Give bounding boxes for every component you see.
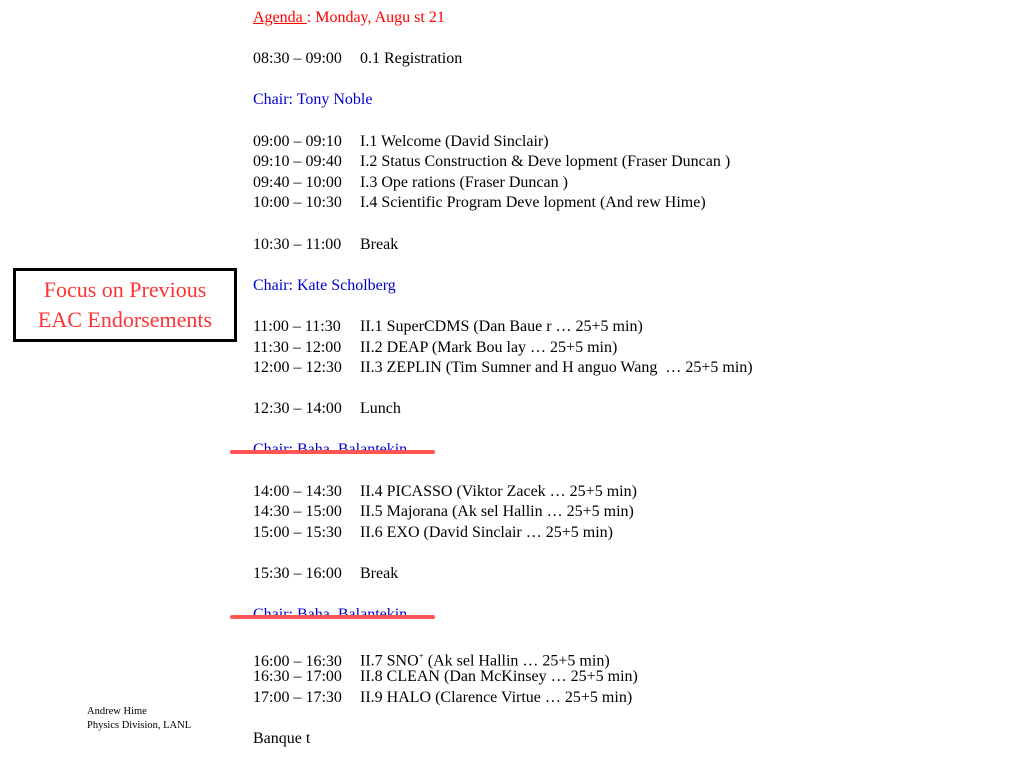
- agenda-item: [253, 193, 993, 214]
- chair-line-2: Chair: Kate Scholberg: [253, 276, 396, 294]
- item-title: I.1 Welcome (David Sinclair): [360, 132, 549, 150]
- item-time: 11:00 – 11:30: [253, 317, 341, 335]
- item-time: 10:30 – 11:00: [253, 235, 342, 253]
- banquet-line: Banque t: [253, 729, 311, 747]
- item-title: Break: [360, 235, 399, 253]
- agenda-item: [253, 667, 993, 688]
- item-title: I.3 Ope rations (Fraser Duncan ): [360, 173, 568, 191]
- item-title-pre: II.7 SNO: [360, 652, 419, 670]
- item-time: 16:00 – 16:30: [253, 652, 342, 670]
- agenda-item: [253, 646, 993, 670]
- item-title-sup: +: [418, 651, 424, 662]
- author-footer: [87, 705, 191, 733]
- item-title: Lunch: [360, 400, 401, 418]
- item-time: 12:00 – 12:30: [253, 359, 342, 377]
- strikethrough-mark: [230, 450, 435, 454]
- item-title: 0.1 Registration: [360, 50, 463, 68]
- item-title: II.1 SuperCDMS (Dan Baue r … 25+5 min): [360, 317, 643, 335]
- item-time: 08:30 – 09:00: [253, 50, 342, 68]
- item-title: Break: [360, 565, 399, 583]
- item-time: 15:00 – 15:30: [253, 523, 342, 541]
- item-title: I.4 Scientific Program Deve lopment (And rew Hime): [360, 194, 706, 212]
- agenda-item: [253, 132, 993, 153]
- agenda-item-lunch: [253, 399, 993, 420]
- item-title: II.2 DEAP (Mark Bou lay … 25+5 min): [360, 338, 618, 356]
- item-title: II.6 EXO (David Sinclair … 25+5 min): [360, 523, 613, 541]
- agenda-list: [253, 8, 993, 749]
- item-time: 09:40 – 10:00: [253, 173, 342, 191]
- item-time: 14:30 – 15:00: [253, 503, 342, 521]
- item-time: 14:00 – 14:30: [253, 482, 342, 500]
- author-affiliation: Physics Division, LANL: [87, 720, 192, 731]
- agenda-item: [253, 502, 993, 523]
- strikethrough-mark: [230, 615, 435, 619]
- item-time: 12:30 – 14:00: [253, 400, 342, 418]
- item-time: 16:30 – 17:00: [253, 668, 342, 685]
- agenda-item: [253, 49, 993, 70]
- agenda-item: [253, 317, 993, 338]
- chair-line-3: [253, 440, 993, 461]
- item-time: 09:00 – 09:10: [253, 132, 342, 150]
- agenda-heading: [253, 8, 993, 29]
- chair-line-4: [253, 605, 993, 626]
- focus-line-1: Focus on Previous: [43, 277, 207, 302]
- item-title-post: (Ak sel Hallin … 25+5 min): [423, 652, 610, 670]
- item-title: I.2 Status Construction & Deve lopment (Fraser Duncan ): [360, 153, 731, 171]
- agenda-item: [253, 152, 993, 173]
- agenda-item: [253, 482, 993, 503]
- agenda-item: [253, 173, 993, 194]
- item-title: II.4 PICASSO (Viktor Zacek … 25+5 min): [360, 482, 637, 500]
- agenda-item: [253, 688, 993, 709]
- agenda-item: [253, 358, 993, 379]
- focus-line-2: EAC Endorsements: [37, 307, 213, 332]
- author-name: Andrew Hime: [87, 706, 147, 717]
- agenda-item-break: [253, 235, 993, 256]
- agenda-word: Agenda: [253, 9, 307, 26]
- focus-callout-box: [13, 268, 237, 342]
- item-time: 17:00 – 17:30: [253, 688, 342, 706]
- item-title: II.5 Majorana (Ak sel Hallin … 25+5 min): [360, 503, 634, 521]
- item-title: II.8 CLEAN (Dan McKinsey … 25+5 min): [360, 668, 638, 685]
- item-time: 15:30 – 16:00: [253, 565, 342, 583]
- item-title: II.9 HALO (Clarence Virtue … 25+5 min): [360, 688, 633, 706]
- item-title: II.3 ZEPLIN (Tim Sumner and H anguo Wang … 25+5 min): [360, 359, 753, 377]
- agenda-item: [253, 338, 993, 359]
- agenda-item-break: [253, 564, 993, 585]
- agenda-date: : Monday, Augu st 21: [306, 9, 445, 26]
- chair-line-1: Chair: Tony Noble: [253, 91, 373, 109]
- item-time: 09:10 – 09:40: [253, 153, 342, 171]
- item-time: 11:30 – 12:00: [253, 338, 342, 356]
- item-time: 10:00 – 10:30: [253, 194, 342, 212]
- agenda-item: [253, 523, 993, 544]
